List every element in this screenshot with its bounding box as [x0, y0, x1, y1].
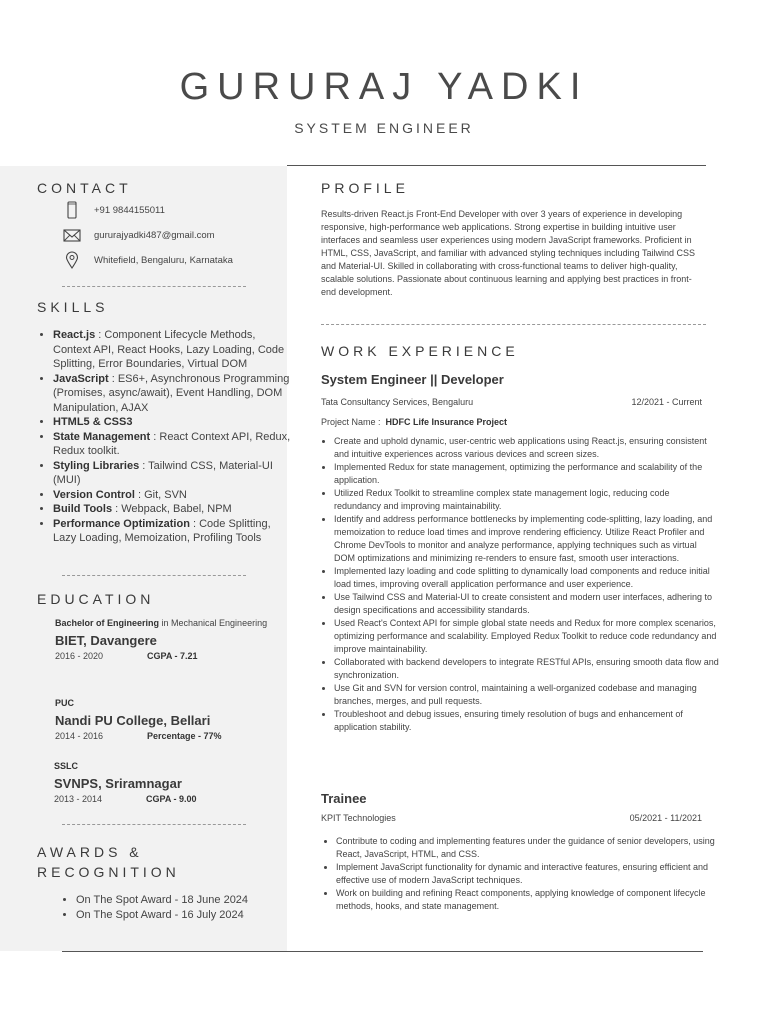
responsibility-item: • Used React's Context API for simple global state needs and Redux for more complex scenarios, optimizing performance and scalability. Employed Redux Toolkit to reduce code redundancy and improve maintainability. — [334, 617, 719, 656]
responsibility-item: • Implement JavaScript functionality for dynamic and interactive features, ensuring efficient and effective use of modern JavaScript techniques. — [336, 861, 721, 887]
phone-number: +91 9844155011 — [94, 204, 165, 216]
award-item: • On The Spot Award - 16 July 2024 — [76, 908, 248, 923]
education-divider — [62, 824, 246, 825]
skill-item: • Styling Libraries : Tailwind CSS, Material-UI (MUI) — [53, 459, 295, 488]
education-meta: 2014 - 2016 Percentage - 77% — [55, 731, 222, 741]
education-meta: 2016 - 2020 CGPA - 7.21 — [55, 651, 198, 661]
job-company: Tata Consultancy Services, Bengaluru — [321, 397, 474, 407]
skill-item: • Build Tools : Webpack, Babel, NPM — [53, 502, 295, 517]
education-meta: 2013 - 2014 CGPA - 9.00 — [54, 794, 197, 804]
education-school: Nandi PU College, Bellari — [55, 713, 211, 728]
contact-email — [62, 225, 215, 245]
education-degree: PUC — [55, 698, 75, 708]
job-responsibilities — [323, 835, 721, 913]
location-pin-icon — [62, 250, 82, 270]
header-divider — [287, 165, 706, 166]
responsibility-item: • Troubleshoot and debug issues, ensuring timely resolution of bugs and enhancement of application stability. — [334, 708, 719, 734]
responsibility-item: • Contribute to coding and implementing features under the guidance of senior developers, using React, JavaScript, HTML, and CSS. — [336, 835, 721, 861]
candidate-name: GURURAJ YADKI — [179, 66, 589, 108]
skill-item: • JavaScript : ES6+, Asynchronous Programming (Promises, async/await), Event Handling, DOM Manipulation, AJAX — [53, 372, 295, 416]
profile-divider — [321, 324, 706, 325]
responsibility-item: • Work on building and refining React components, applying knowledge of component lifecycle methods, hooks, and state management. — [336, 887, 721, 913]
responsibility-item: • Use Tailwind CSS and Material-UI to create consistent and modern user interfaces, adhering to design specifications and accessibility standards. — [334, 591, 719, 617]
footer-divider — [62, 951, 703, 952]
contact-divider — [62, 286, 246, 287]
responsibility-item: • Identify and address performance bottlenecks by implementing code-splitting, lazy loading, and memoization to reduce load times and improve rendering efficiency. Utilize React Profiler and Chrome DevTools to monitor and analyze performance, applying techniques such as virtual DOM optimizations and minimizing re-renders to ensure fast, smooth user interactions. — [334, 513, 719, 565]
profile-heading: PROFILE — [321, 180, 409, 196]
skills-list — [36, 328, 295, 546]
responsibility-item: • Use Git and SVN for version control, maintaining a well-organized codebase and managing branches, merges, and pull requests. — [334, 682, 719, 708]
location-text: Whitefield, Bengaluru, Karnataka — [94, 254, 233, 266]
email-address: gururajyadki487@gmail.com — [94, 229, 215, 241]
education-degree: SSLC — [54, 761, 79, 771]
awards-heading: AWARDS & — [37, 844, 143, 860]
skill-item: • State Management : React Context API, Redux, Redux toolkit. — [53, 430, 295, 459]
award-item: • On The Spot Award - 18 June 2024 — [76, 893, 248, 908]
education-degree: Bachelor of Engineering in Mechanical Engineering — [55, 618, 268, 628]
project-name: HDFC Life Insurance Project — [385, 417, 508, 427]
skills-divider — [62, 575, 246, 576]
responsibility-item: • Implemented lazy loading and code splitting to dynamically load components and reduce initial load times, improving overall application performance and user experience. — [334, 565, 719, 591]
job-title-heading: SYSTEM ENGINEER — [294, 120, 474, 136]
job-title: Trainee — [321, 791, 367, 806]
awards-heading-line2: RECOGNITION — [37, 864, 180, 880]
job-company: KPIT Technologies — [321, 813, 396, 823]
education-entry — [55, 697, 275, 741]
project-label: Project Name : — [321, 417, 381, 427]
experience-heading: WORK EXPERIENCE — [321, 343, 519, 359]
responsibility-item: • Collaborated with backend developers to integrate RESTful APIs, ensuring smooth data flow and synchronization. — [334, 656, 719, 682]
education-school: BIET, Davangere — [55, 633, 157, 648]
responsibility-item: • Implemented Redux for state management, optimizing the performance and scalability of the application. — [334, 461, 719, 487]
education-entry — [54, 760, 274, 804]
education-school: SVNPS, Sriramnagar — [54, 776, 182, 791]
contact-heading: CONTACT — [37, 180, 132, 196]
sidebar-panel — [0, 166, 287, 951]
profile-summary: Results-driven React.js Front-End Developer with over 3 years of experience in developing responsive, high-performance web applications. Strong expertise in building intuitive user interfaces and seamless user experiences using modern JavaScript frameworks. Proficient in HTML, CSS, JavaScript, and familiar with advanced styling techniques including Tailwind CSS and Material-UI. Skilled in collaborating with cross-functional teams to deliver high-quality, scalable solutions. Passionate about continuous learning and applying best practices in front-end development. — [321, 209, 696, 297]
education-heading: EDUCATION — [37, 591, 155, 607]
contact-location — [62, 250, 233, 270]
job-project — [321, 417, 702, 427]
education-entry — [55, 617, 275, 661]
responsibility-item: • Utilized Redux Toolkit to streamline complex state management logic, reducing code redundancy and improving maintainability. — [334, 487, 719, 513]
skills-heading: SKILLS — [37, 299, 109, 315]
skill-item: • Version Control : Git, SVN — [53, 488, 295, 503]
skill-item: • Performance Optimization : Code Splitting, Lazy Loading, Memoization, Profiling Tools — [53, 517, 295, 546]
job-dates: 05/2021 - 11/2021 — [629, 813, 702, 823]
awards-list — [58, 893, 248, 922]
job-dates: 12/2021 - Current — [631, 397, 702, 407]
job-meta — [321, 397, 702, 407]
phone-icon — [62, 200, 82, 220]
skill-item: • React.js : Component Lifecycle Methods, Context API, React Hooks, Lazy Loading, Code Splitting, Error Boundaries, Virtual DOM — [53, 328, 295, 372]
mail-icon — [62, 225, 82, 245]
contact-phone — [62, 200, 165, 220]
job-meta — [321, 813, 702, 823]
job-title: System Engineer || Developer — [321, 372, 504, 387]
job-responsibilities — [321, 435, 719, 734]
responsibility-item: • Create and uphold dynamic, user-centric web applications using React.js, ensuring consistent and intuitive experiences across various devices and screen sizes. — [334, 435, 719, 461]
skill-item: • HTML5 & CSS3 — [53, 415, 295, 430]
